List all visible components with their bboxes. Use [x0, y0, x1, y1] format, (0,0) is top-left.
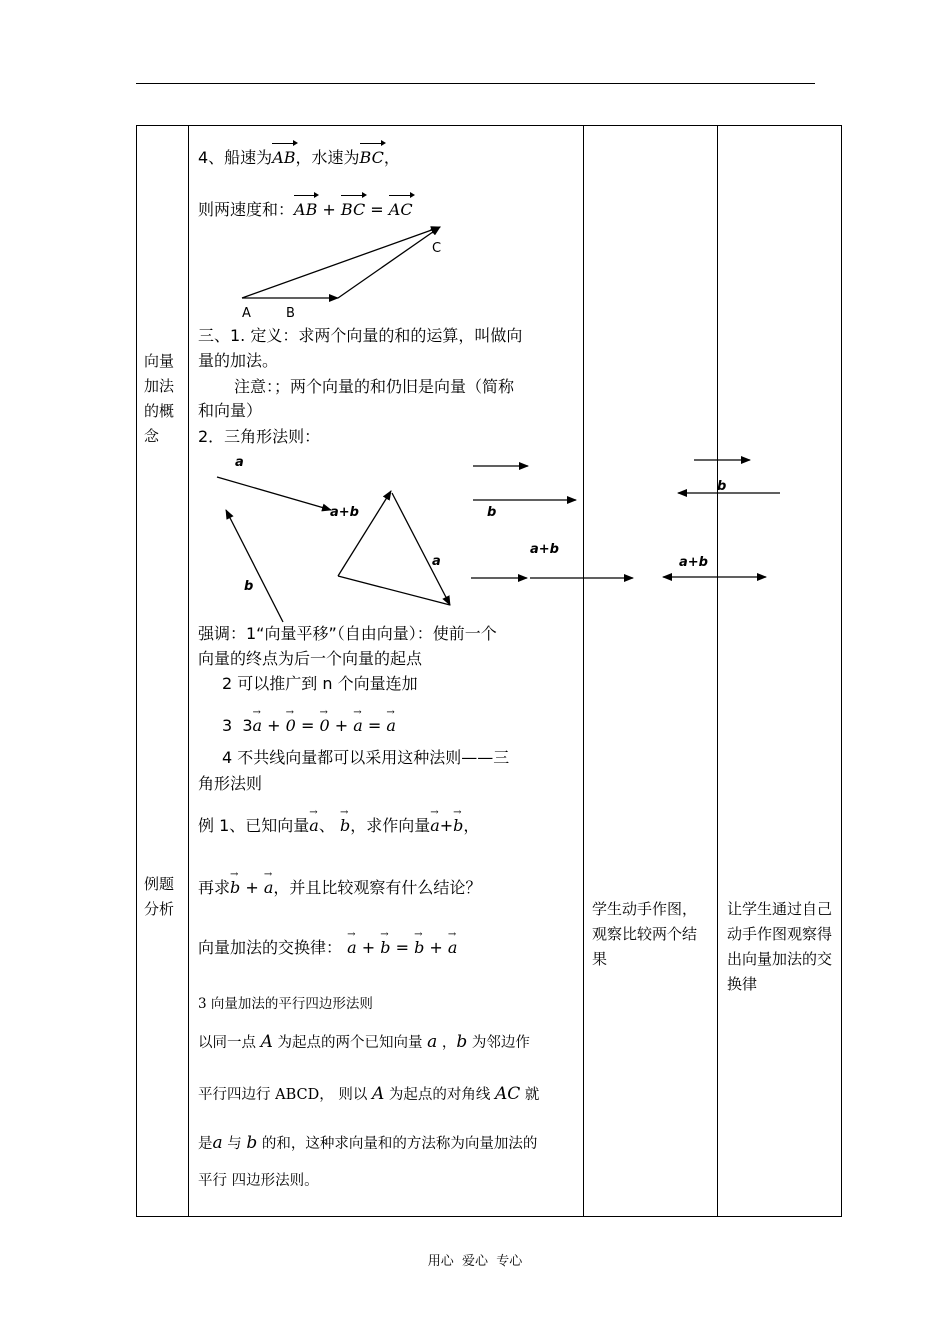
- label-b: b: [244, 579, 254, 594]
- example-1-line: 例 1、已知向量→ a、 → b，求作向量→ a+→ b，: [198, 810, 479, 838]
- row-label-example: 例题分析: [144, 875, 175, 918]
- vector-ac-sum: AC: [389, 192, 413, 222]
- triangle-side-sum: [338, 576, 450, 605]
- point-c-label: C: [432, 241, 442, 256]
- emphasis-line-1: 强调：1“向量平移”（自由向量）：使前一个: [198, 624, 497, 643]
- point-b-label: B: [286, 306, 295, 321]
- vector-ac-arrow: [242, 227, 440, 298]
- label-b-4: b: [717, 479, 727, 494]
- teaching-intent-text: 让学生通过自己动手作图观察得出向量加法的交换律: [727, 900, 833, 993]
- label-a-plus-b: a+b: [330, 505, 359, 520]
- same-direction-figure: [471, 466, 633, 578]
- commutative-law-line: 向量加法的交换律： → a + → b = → b + → a: [198, 932, 457, 960]
- example-1-second-line: 再求→ b + → a，并且比较观察有什么结论？: [198, 872, 481, 900]
- parallelogram-line-1: 以同一点 A 为起点的两个已知向量 a ，b 为邻边作: [198, 1032, 530, 1052]
- definition-line-2: 量的加法。: [198, 351, 279, 370]
- point-a-label: A: [242, 306, 251, 321]
- boat-triangle-figure: [242, 227, 441, 321]
- emphasis-point-3: 3 3→ a + → 0 = → 0 + → a = → a: [222, 710, 396, 738]
- label-ab-3: a+b: [530, 542, 559, 557]
- row-label-concept: 向量加法的概念: [144, 352, 175, 445]
- vector-ab-sum: AB: [294, 192, 317, 222]
- student-activity-text: 学生动手作图，观察比较两个结果: [592, 900, 698, 968]
- vector-bc-sum: BC: [341, 192, 365, 222]
- opposite-direction-figure: [663, 460, 780, 577]
- triangle-side-b: [338, 491, 391, 576]
- vector-ab: AB: [272, 140, 295, 170]
- parallelogram-line-3: 是a 与 b 的和，这种求向量和的方法称为向量加法的: [198, 1133, 538, 1153]
- label-a-side: a: [432, 554, 441, 569]
- page-footer: 用心 爱心 专心: [427, 1254, 523, 1269]
- parallelogram-rule-title: 3 向量加法的平行四边形法则: [198, 996, 373, 1012]
- note-line-1: 注意：；两个向量的和仍旧是向量（简称: [234, 377, 515, 396]
- label-ab-4: a+b: [679, 555, 708, 570]
- note-line-2: 和向量）: [198, 401, 263, 420]
- emphasis-line-2: 向量的终点为后一个向量的起点: [198, 649, 423, 668]
- triangle-rule-heading: 2．三角形法则：: [198, 427, 321, 446]
- speed-sum-line: 则两速度和：AB + BC = AC: [198, 192, 413, 222]
- emphasis-point-4-line-1: 4 不共线向量都可以采用这种法则——三: [222, 748, 510, 767]
- label-b-3: b: [487, 505, 497, 520]
- vector-b-arrow: [226, 510, 283, 622]
- vector-a-arrow: [217, 477, 331, 510]
- parallelogram-line-2: 平行四边行 ABCD， 则以 A 为起点的对角线 AC 就: [198, 1084, 540, 1104]
- vector-bc-arrow: [338, 227, 440, 298]
- boat-speed-line: 4、船速为AB，水速为BC，: [198, 140, 400, 170]
- definition-line-1: 三、1. 定义：求两个向量的和的运算，叫做向: [198, 326, 523, 345]
- triangle-rule-figure: [217, 455, 450, 622]
- vector-bc: BC: [360, 140, 384, 170]
- emphasis-point-2: 2 可以推广到 n 个向量连加: [222, 674, 418, 693]
- triangle-side-a: [392, 493, 450, 605]
- emphasis-point-4-line-2: 角形法则: [198, 774, 263, 793]
- parallelogram-line-4: 平行 四边形法则。: [198, 1173, 319, 1189]
- label-a: a: [235, 455, 244, 470]
